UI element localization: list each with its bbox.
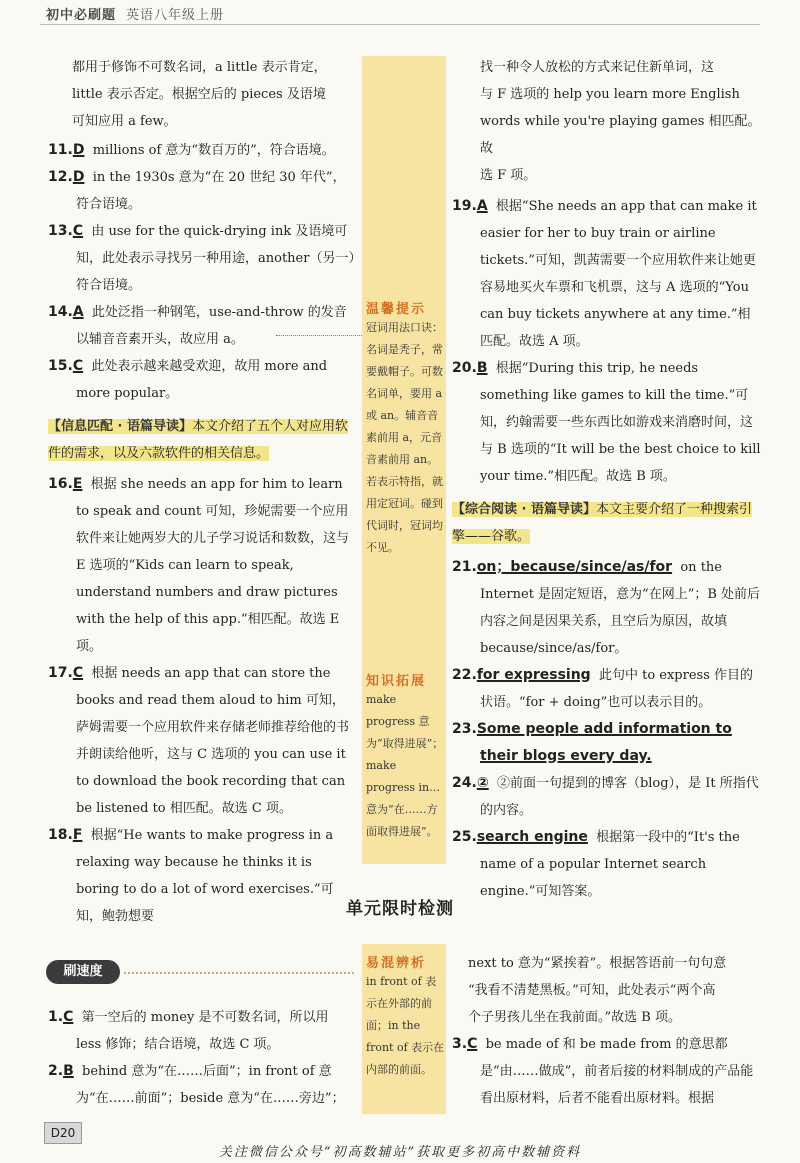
text-line: 找一种令人放松的方式来记住新单词，这 [480,60,715,75]
section-guide: 【信息匹配 · 语篇导读】本文介绍了五个人对应用软件的需求，以及六款软件的相关信息。 [48,419,349,461]
answer-item: 17.C 根据 needs an app that can store the books and read them aloud to him 可知，萨姆需要一个应用软件来存储老师推荐给他的书并朗读给他听，这与 C 选项的 you can use it to download the book recording that can be listened to 相匹配。故选 C 项。 [48,665,350,816]
answer-item: 25.search engine 根据第一段中的“It's the name of a popular Internet search engine.”可知答案。 [452,829,740,899]
side-note-title: 温馨提示 [366,302,427,317]
text-line: 与 F 选项的 help you learn more English [480,87,740,102]
answer-item: 3.C be made of 和 be made from 的意思都是“由……做成”，前者后接的材料制成的产品能看出原材料，后者不能看出原材料。根据 [452,1036,754,1106]
side-note-title: 知识拓展 [366,674,427,689]
answer-item: 20.B 根据“During this trip, he needs something like games to kill the time.”可知，约翰需要一些东西比如游戏来消磨时间，这与 B 选项的“It will be the best choice to kill your time.”相匹配。故选 B 项。 [452,360,761,484]
side-note-text: 冠词用法口诀：名词是秃子，常要戴帽子。可数名词单，要用 a 或 an。辅音音素前用 a，元音音素前用 an。若表示特指，就用定冠词。碰到代词时，冠词均不见。 [366,321,443,554]
answer-item: 19.A 根据“She needs an app that can make it easier for her to buy train or airline tickets.”可知，凯茜需要一个应用软件来让她更容易地买火车票和飞机票，这与 A 选项的“You can buy tickets anywhere at any time.”相匹配。故选 A 项。 [452,198,757,349]
text-line: 都用于修饰不可数名词，a little 表示肯定， [72,60,327,75]
text-line: little 表示否定。根据空后的 pieces 及语境 [72,87,326,102]
answer-item: 24.② ②前面一句提到的博客（blog），是 It 所指代的内容。 [452,775,759,818]
answer-item: 21.on；because/since/as/for on the Internet 是固定短语，意为“在网上”；B 处前后内容之间是因果关系，且空后为原因，故填 because/since/as/for。 [452,559,761,656]
text-line: 可知应用 a few。 [72,114,177,129]
side-note-3 [366,952,446,1081]
badge-dots [124,972,354,974]
side-note-text: in front of 表示在外部的前面；in the front of 表示在内部的前面。 [366,975,445,1076]
text-line: words while you're playing games 相匹配。故 [480,114,761,156]
side-note-title: 易混辨析 [366,956,427,971]
text-line: “我看不清楚黑板。”可知，此处表示“两个高 [468,983,716,998]
answer-item: 1.C 第一空后的 money 是不可数名词，所以用 less 修饰；结合语境，故选 C 项。 [48,1009,329,1052]
bottom-right-column [452,950,762,1112]
side-note-text: make progress 意为“取得进展”；make progress in… 意为“在……方面取得进展”。 [366,693,444,838]
answer-item: 18.F 根据“He wants to make progress in a relaxing way because he thinks it is boring to do a lot of word exercises.”可知，鲍勃想要 [48,827,334,924]
answer-item: 13.C 由 use for the quick-drying ink 及语境可知，此处表示寻找另一种用途，another（另一）符合语境。 [48,223,355,293]
answer-item: 15.C 此处表示越来越受欢迎，故用 more and more popular。 [48,358,328,401]
running-header [46,4,224,23]
section-guide: 【综合阅读 · 语篇导读】本文主要介绍了一种搜索引擎——谷歌。 [452,502,753,544]
answer-item: 14.A 此处泛指一种钢笔，use-and-throw 的发音以辅音音素开头，故应用 a。 [48,304,347,347]
answer-item: 12.D in the 1930s 意为“在 20 世纪 30 年代”，符合语境。 [48,169,346,212]
right-column [452,54,762,905]
answer-item: 22.for expressing 此句中 to express 作目的状语。“for + doing”也可以表示目的。 [452,667,754,710]
header-rule [40,24,760,25]
answer-item: 16.E 根据 she needs an app for him to learn to speak and count 可知，珍妮需要一个应用软件来让她两岁大的儿子学习说话和数数，这与 E 选项的“Kids can learn to speak, understand numbers and draw pictures with the help of this app.”相匹配。故选 E 项。 [48,476,350,654]
footer-note: 关注微信公众号“初高数辅站”获取更多初高中数辅资料 [218,1145,582,1160]
answer-item: 2.B behind 意为“在……后面”；in front of 意为“在……前面”；beside 意为“在……旁边”； [48,1063,345,1106]
page-number: D20 [44,1122,82,1144]
answer-item: 11.D millions of 意为“数百万的”，符合语境。 [48,142,335,158]
text-line: next to 意为“紧挨着”。根据答语前一句句意 [468,956,727,971]
side-note-1 [366,298,446,559]
text-line: 选 F 项。 [480,168,537,183]
book-title: 初中必刷题 [46,8,117,23]
left-column [48,54,356,930]
subject-title: 英语八年级上册 [126,8,225,23]
side-note-2 [366,670,446,843]
speed-badge: 刷速度 [46,960,120,984]
text-line: 个子男孩儿坐在我前面。”故选 B 项。 [468,1010,681,1025]
bottom-left-column [48,1004,356,1112]
answer-item: 23.Some people add information to their blogs every day. [452,721,732,764]
unit-title: 单元限时检测 [346,899,454,919]
